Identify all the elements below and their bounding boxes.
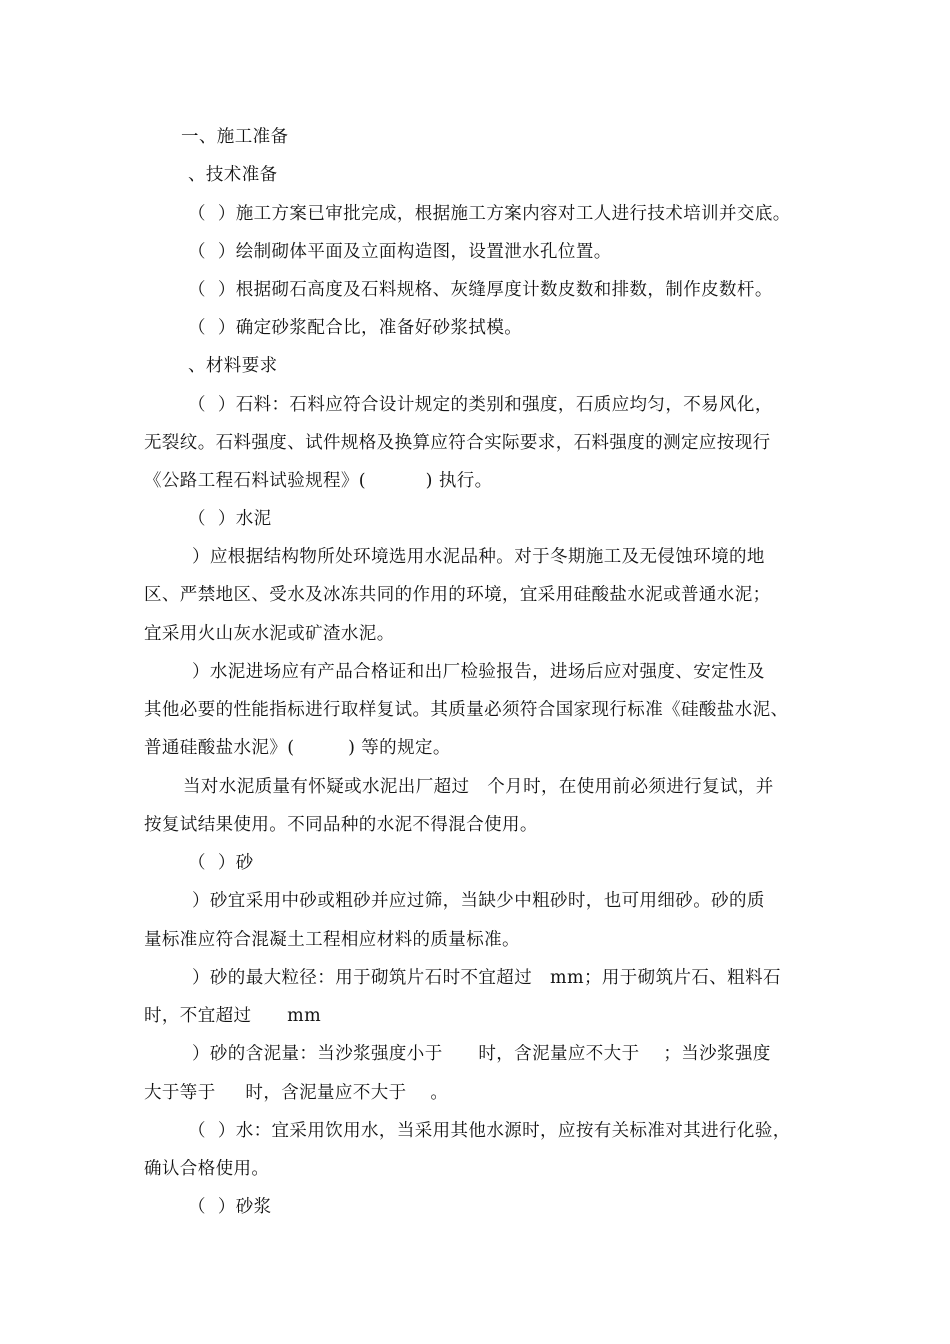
- subsection-heading: 、材料要求: [188, 356, 278, 376]
- paragraph-line: 当对水泥质量有怀疑或水泥出厂超过 个月时，在使用前必须进行复试，并: [183, 777, 774, 797]
- paragraph-line: 大于等于 时，含泥量应不大于 。: [144, 1083, 449, 1103]
- paragraph-line: 《公路工程石料试验规程》( ) 执行。: [144, 471, 493, 491]
- paragraph-line: 时，不宜超过 mm: [144, 1006, 322, 1026]
- paragraph-line: ）应根据结构物所处环境选用水泥品种。对于冬期施工及无侵蚀环境的地: [192, 547, 765, 567]
- paragraph-line: （ ）绘制砌体平面及立面构造图，设置泄水孔位置。: [188, 242, 612, 262]
- paragraph-line: （ ）根据砌石高度及石料规格、灰缝厚度计数皮数和排数，制作皮数杆。: [188, 280, 773, 300]
- paragraph-line: ）砂的最大粒径：用于砌筑片石时不宜超过 mm；用于砌筑片石、粗料石: [192, 968, 781, 988]
- paragraph-line: 确认合格使用。: [144, 1159, 270, 1179]
- paragraph-line: 区、严禁地区、受水及冰冻共同的作用的环境，宜采用硅酸盐水泥或普通水泥；: [144, 585, 771, 605]
- section-heading: 一、施工准备: [181, 127, 289, 147]
- paragraph-line: ）砂的含泥量：当沙浆强度小于 时，含泥量应不大于 ；当沙浆强度: [192, 1044, 771, 1064]
- paragraph-line: ）砂宜采用中砂或粗砂并应过筛，当缺少中粗砂时，也可用细砂。砂的质: [192, 891, 765, 911]
- paragraph-line: （ ）砂浆: [188, 1197, 272, 1217]
- paragraph-line: （ ）石料：石料应符合设计规定的类别和强度，石质应均匀，不易风化，: [188, 395, 773, 415]
- paragraph-line: 其他必要的性能指标进行取样复试。其质量必须符合国家现行标准《硅酸盐水泥、: [144, 700, 789, 720]
- paragraph-line: 按复试结果使用。不同品种的水泥不得混合使用。: [144, 815, 538, 835]
- paragraph-line: 无裂纹。石料强度、试件规格及换算应符合实际要求，石料强度的测定应按现行: [144, 433, 771, 453]
- paragraph-line: （ ）砂: [188, 853, 254, 873]
- paragraph-line: 宜采用火山灰水泥或矿渣水泥。: [144, 624, 395, 644]
- subsection-heading: 、技术准备: [188, 165, 278, 185]
- paragraph-line: （ ）施工方案已审批完成，根据施工方案内容对工人进行技术培训并交底。: [188, 204, 791, 224]
- paragraph-line: ）水泥进场应有产品合格证和出厂检验报告，进场后应对强度、安定性及: [192, 662, 765, 682]
- paragraph-line: （ ）水：宜采用饮用水，当采用其他水源时，应按有关标准对其进行化验，: [188, 1121, 791, 1141]
- paragraph-line: 量标准应符合混凝土工程相应材料的质量标准。: [144, 930, 520, 950]
- paragraph-line: （ ）确定砂浆配合比，准备好砂浆拭模。: [188, 318, 523, 338]
- paragraph-line: （ ）水泥: [188, 509, 272, 529]
- paragraph-line: 普通硅酸盐水泥》( ) 等的规定。: [144, 738, 451, 758]
